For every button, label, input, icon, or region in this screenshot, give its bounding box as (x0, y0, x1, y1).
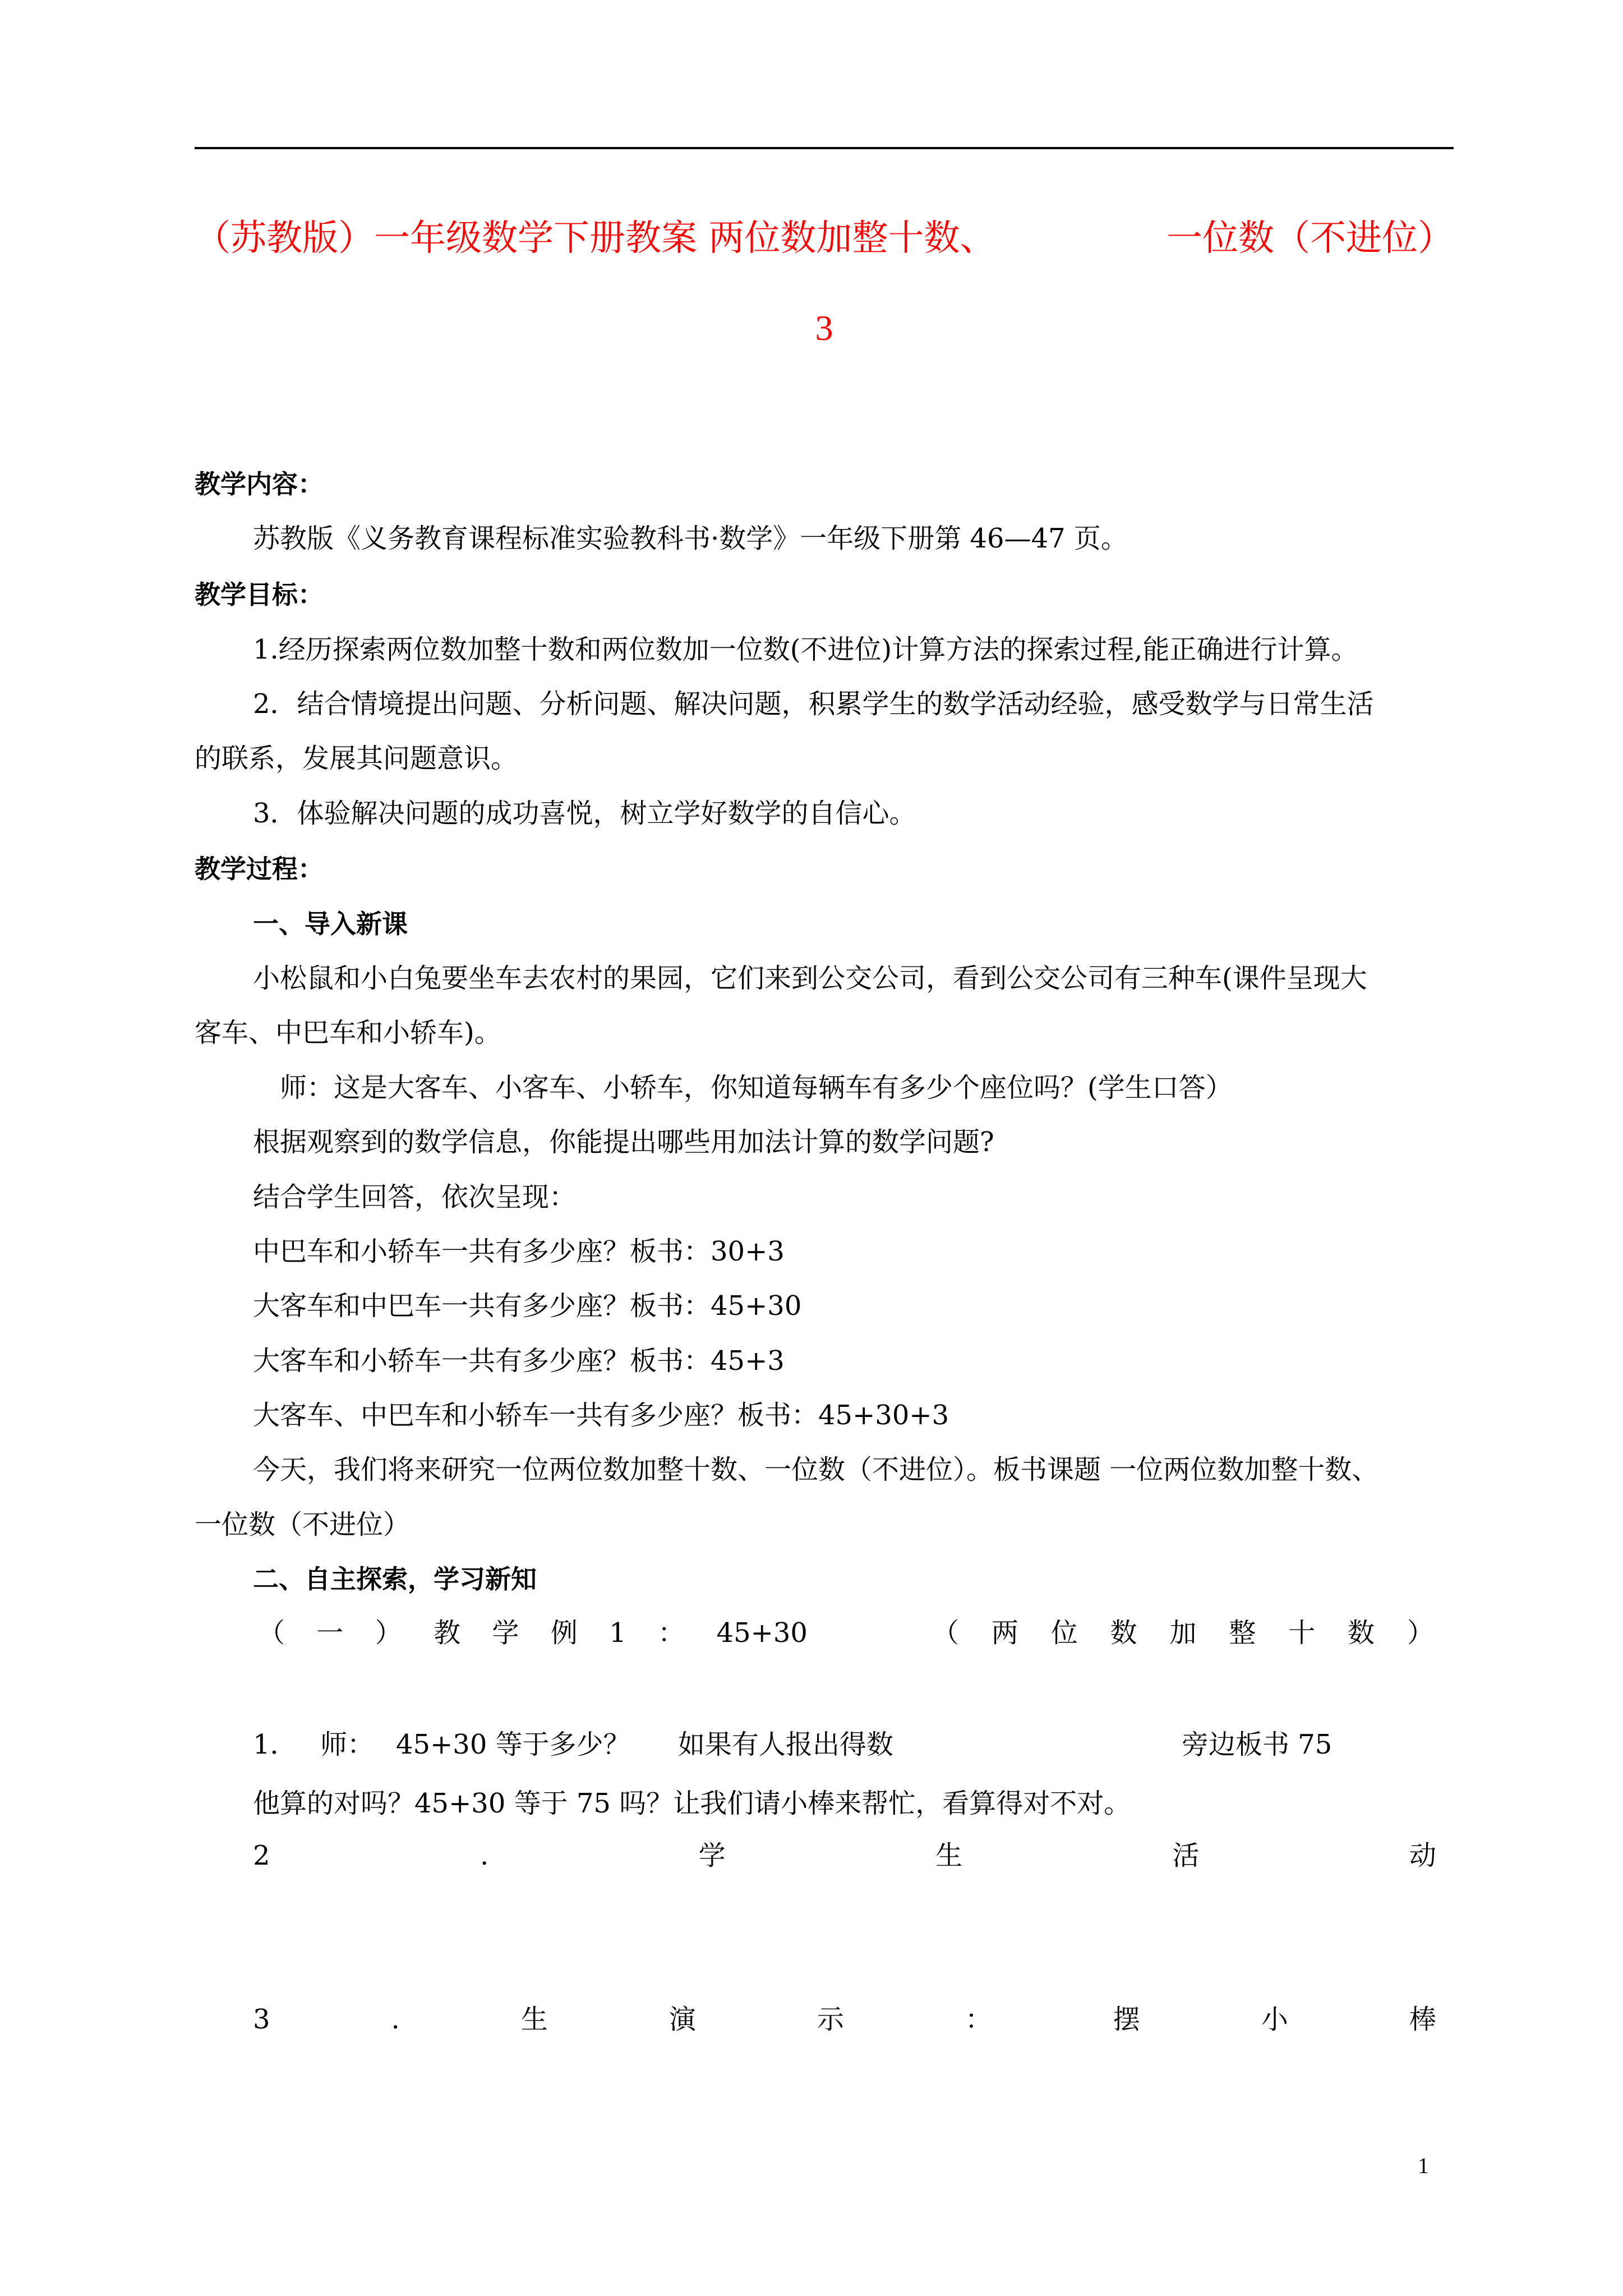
item-2-char: 生 (935, 1840, 963, 1871)
item-3-char: 3 (253, 2004, 270, 2035)
example-1-label (258, 1616, 808, 1650)
example-desc-char: 数 (1348, 1617, 1375, 1649)
step1-paragraph-5-line-2: 一位数（不进位） (195, 1509, 411, 1540)
item-3 (253, 2003, 1436, 2036)
step1-paragraph-1-line-2: 客车、中巴车和小轿车)。 (195, 1017, 501, 1048)
process-heading: 教学过程： (195, 854, 324, 884)
example-desc-char: 位 (1050, 1617, 1078, 1649)
step1-paragraph-5-line-1: 今天，我们将来研究一位两位数加整十数、一位数（不进位）。板书课题 一位两位数加整十数、 (253, 1454, 1379, 1485)
goal-3: 3．体验解决问题的成功喜悦，树立学好数学的自信心。 (253, 798, 916, 829)
item-1-teacher: 师： (320, 1729, 375, 1760)
example-char: 一 (316, 1617, 344, 1649)
item-3-char: 棒 (1409, 2004, 1436, 2035)
item-1-number: 1． (253, 1729, 297, 1760)
goal-2-line-2: 的联系，发展其问题意识。 (195, 743, 518, 774)
item-3-char: 示 (817, 2004, 844, 2035)
example-char: （ (258, 1617, 285, 1649)
example-desc-char: 数 (1110, 1617, 1137, 1649)
step1-paragraph-2: 师：这是大客车、小客车、小轿车，你知道每辆车有多少个座位吗？(学生口答） (280, 1072, 1233, 1103)
title-part-2: 一位数（不进位） (1166, 218, 1454, 259)
example-desc-char: 整 (1229, 1617, 1256, 1649)
step1-question-1: 中巴车和小轿车一共有多少座？板书：30+3 (253, 1236, 785, 1267)
example-char: ） (375, 1617, 402, 1649)
title-part-1: （苏教版）一年级数学下册教案 两位数加整十数、 (195, 218, 996, 259)
item-3-char: ： (965, 2004, 992, 2035)
item-2-char: 2 (253, 1840, 270, 1871)
item-3-char: 演 (668, 2004, 696, 2035)
goals-heading: 教学目标： (195, 579, 324, 610)
step1-heading: 一、导入新课 (253, 909, 408, 939)
item-3-char: 生 (520, 2004, 548, 2035)
example-char: ： (658, 1617, 685, 1649)
example-char: 学 (492, 1617, 519, 1649)
document-title-line-1 (195, 216, 1454, 261)
step2-heading: 二、自主探索，学习新知 (253, 1564, 537, 1594)
example-desc-char: （ (932, 1617, 960, 1649)
page-number: 1 (1418, 2153, 1429, 2178)
example-char: 例 (550, 1617, 578, 1649)
example-desc-char: 十 (1288, 1617, 1316, 1649)
example-desc-char: 两 (991, 1617, 1018, 1649)
item-3-char: 摆 (1113, 2004, 1140, 2035)
example-char: 45+30 (716, 1617, 808, 1649)
item-2-char: 学 (698, 1840, 726, 1871)
item-2-char: 活 (1172, 1840, 1200, 1871)
step1-paragraph-1-line-1: 小松鼠和小白兔要坐车去农村的果园，它们来到公交公司，看到公交公司有三种车(课件呈现大 (253, 963, 1367, 994)
step1-question-2: 大客车和中巴车一共有多少座？板书：45+30 (253, 1290, 802, 1322)
step1-question-4: 大客车、中巴车和小轿车一共有多少座？板书：45+30+3 (253, 1400, 949, 1431)
example-char: 教 (434, 1617, 461, 1649)
document-title-line-2: 3 (815, 308, 833, 348)
goal-2-line-1: 2．结合情境提出问题、分析问题、解决问题，积累学生的数学活动经验，感受数学与日常生活 (253, 688, 1374, 720)
item-1-question: 45+30 等于多少？ (396, 1729, 630, 1760)
item-2-char: 动 (1409, 1840, 1436, 1871)
step1-question-3: 大客车和小轿车一共有多少座？板书：45+3 (253, 1345, 785, 1377)
content-heading: 教学内容： (195, 469, 324, 499)
example-1-description (932, 1616, 1434, 1650)
example-char: 1 (609, 1617, 626, 1649)
step1-paragraph-4: 结合学生回答，依次呈现： (253, 1181, 577, 1213)
header-rule (195, 147, 1454, 149)
step1-paragraph-3: 根据观察到的数学信息，你能提出哪些用加法计算的数学问题? (253, 1126, 994, 1158)
item-3-char: . (391, 2004, 400, 2035)
item-3-char: 小 (1261, 2004, 1288, 2035)
example-desc-char: ） (1407, 1617, 1434, 1649)
item-1-follow-up: 他算的对吗？45+30 等于 75 吗？让我们请小棒来帮忙，看算得对不对。 (253, 1788, 1131, 1819)
item-1-if: 如果有人报出得数 (678, 1729, 894, 1760)
item-1-board: 旁边板书 75 (1182, 1729, 1332, 1760)
content-text: 苏教版《义务教育课程标准实验教科书·数学》一年级下册第 46—47 页。 (253, 523, 1128, 554)
goal-1: 1.经历探索两位数加整十数和两位数加一位数(不进位)计算方法的探索过程,能正确进行计算。 (253, 634, 1358, 665)
item-2-char: . (479, 1840, 489, 1871)
item-2 (253, 1839, 1436, 1872)
example-desc-char: 加 (1169, 1617, 1197, 1649)
